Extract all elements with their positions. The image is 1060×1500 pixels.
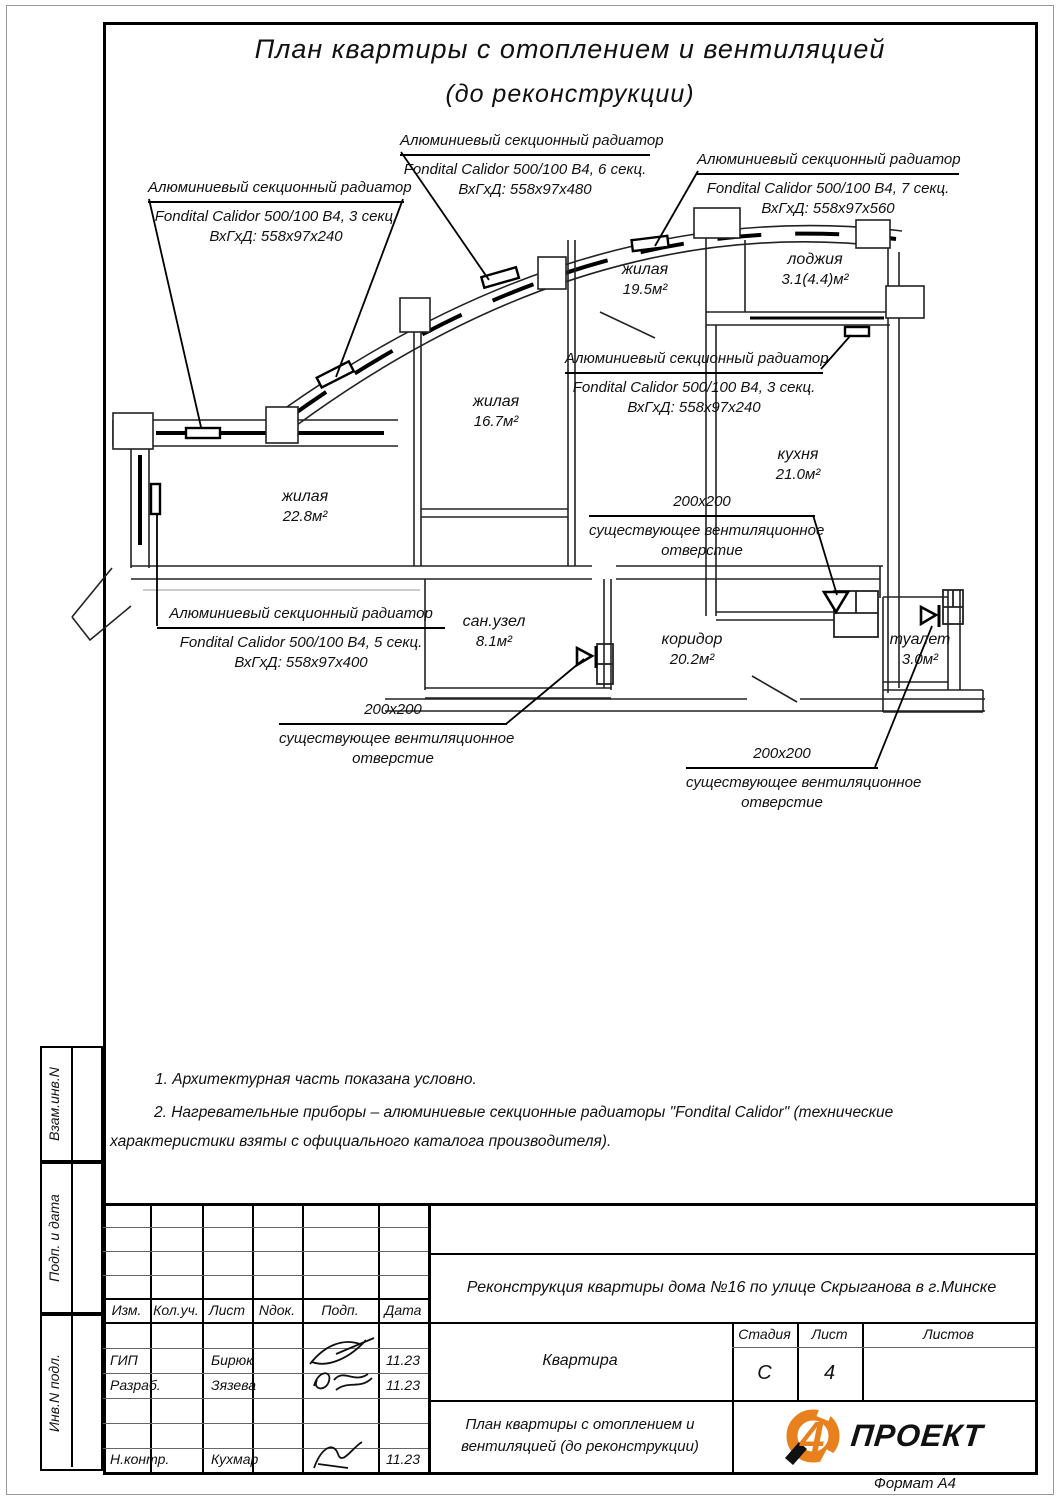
row-role: Н.контр. (110, 1451, 170, 1467)
room-name: жилая (621, 261, 669, 278)
annotation-title: Алюминиевый секционный радиатор (148, 178, 404, 203)
annotation-dims: ВхГхД: 558х97х240 (627, 399, 761, 416)
room-label-zhilaya-19 (585, 260, 705, 300)
drawing-title-line1: План квартиры с отоплением и (465, 1416, 695, 1433)
side-stamp-label-3: Инв.N подл. (46, 1354, 62, 1432)
annotation-title: Алюминиевый секционный радиатор (400, 131, 650, 156)
room-label-zhilaya-22 (245, 487, 365, 527)
col-header-list: Лист (208, 1302, 246, 1318)
room-area: 16.7м² (473, 413, 519, 430)
row-date: 11.23 (386, 1377, 420, 1393)
room-label-sanuzel (434, 612, 554, 652)
stage-label: Стадия (738, 1326, 791, 1342)
row-name: Бирюк (211, 1352, 253, 1368)
room-label-corridor (632, 630, 752, 670)
page-title: План квартиры с отоплением и вентиляцией (254, 34, 886, 64)
row-name: Кухмар (211, 1451, 259, 1467)
vent-symbol-right-icon (921, 607, 936, 624)
annotation-dims: ВхГхД: 558х97х560 (761, 200, 895, 217)
room-name: коридор (661, 631, 723, 648)
object-name: Квартира (542, 1352, 618, 1369)
vent-text: отверстие (741, 794, 823, 811)
radiator (845, 327, 869, 336)
annotation-model: Fondital Calidor 500/100 В4, 7 секц. (706, 180, 950, 197)
room-area: 20.2м² (669, 651, 715, 668)
col-header-data: Дата (384, 1302, 422, 1318)
annotation-model: Fondital Calidor 500/100 В4, 5 секц. (179, 634, 423, 651)
radiator (317, 361, 354, 387)
sheets-label: Листов (923, 1326, 974, 1342)
stage-value: С (757, 1362, 772, 1384)
annotation-model: Fondital Calidor 500/100 В4, 3 секц. (572, 379, 816, 396)
vent-text: отверстие (661, 542, 743, 559)
vent-annotation-kitchen (589, 492, 825, 561)
annotation-title: Алюминиевый секционный радиатор (697, 150, 959, 175)
room-area: 21.0м² (775, 466, 821, 483)
col-header-izm: Изм. (111, 1302, 142, 1318)
room-area: 19.5м² (622, 281, 668, 298)
page-subtitle: (до реконструкции) (445, 80, 695, 108)
drawing-title-line2: вентиляцией (до реконструкции) (461, 1438, 699, 1455)
logo-mark-icon (783, 1406, 845, 1466)
vent-size: 200х200 (753, 745, 811, 762)
row-date: 11.23 (386, 1352, 420, 1368)
annotation-dims: ВхГхД: 558х97х480 (458, 181, 592, 198)
room-name: кухня (777, 446, 819, 463)
radiator-annotation-4 (565, 349, 829, 418)
row-name: Зязева (211, 1377, 256, 1393)
leader-underline (589, 515, 815, 517)
radiator-annotation-5 (157, 604, 445, 673)
project-title: Реконструкция квартиры дома №16 по улице Скрыганова в г.Минске (466, 1278, 997, 1296)
col-header-ndok: Nдок. (258, 1302, 296, 1318)
room-name: жилая (281, 488, 329, 505)
room-area: 22.8м² (282, 508, 328, 525)
room-area: 8.1м² (475, 633, 513, 650)
leader-underline (686, 767, 878, 769)
radiator (151, 484, 160, 514)
note-2: 2. Нагревательные приборы – алюминиевые секционные радиаторы "Fondital Calidor" (технические характеристики взяты с официального каталога производителя). (110, 1104, 894, 1150)
signature-nkontr (304, 1438, 376, 1476)
vent-symbol-down-icon (824, 592, 848, 612)
room-label-loggia (755, 250, 875, 290)
side-stamp-label-2: Подп. и дата (46, 1194, 62, 1282)
room-name: лоджия (787, 251, 843, 268)
vent-text: существующее вентиляционное (279, 730, 515, 747)
col-header-koluch: Кол.уч. (153, 1302, 199, 1318)
row-date: 11.23 (386, 1451, 420, 1467)
room-label-kitchen (738, 445, 858, 485)
col-header-podp: Подп. (321, 1302, 359, 1318)
room-area: 3.1(4.4)м² (781, 271, 849, 288)
radiator-annotation-1 (148, 178, 412, 247)
vent-text: существующее вентиляционное (589, 522, 825, 539)
side-stamp-label-1: Взам.инв.N (46, 1067, 62, 1141)
annotation-dims: ВхГхД: 558х97х400 (234, 654, 368, 671)
vent-text: существующее вентиляционное (686, 774, 922, 791)
vent-annotation-sanuzel (279, 700, 515, 769)
annotation-model: Fondital Calidor 500/100 В4, 6 секц. (403, 161, 647, 178)
radiator-annotation-3 (697, 150, 959, 219)
vent-size: 200х200 (364, 701, 422, 718)
company-logo (732, 1400, 1035, 1472)
room-name: туалет (889, 631, 951, 648)
room-label-toilet (870, 630, 970, 670)
title-block (103, 1203, 1035, 1472)
row-role: Разраб. (110, 1377, 161, 1393)
format-label: Формат А4 (873, 1475, 956, 1492)
sheets-value (862, 1347, 1035, 1400)
leader-underline (279, 723, 507, 725)
logo-text: ПРОЕКТ (849, 1418, 986, 1453)
annotation-model: Fondital Calidor 500/100 В4, 3 секц. (154, 208, 398, 225)
drawing-title (428, 1400, 732, 1472)
radiator (186, 428, 220, 438)
logo-mark: 4 (800, 1413, 825, 1462)
annotation-dims: ВхГхД: 558х97х240 (209, 228, 343, 245)
row-role: ГИП (110, 1352, 138, 1368)
radiator-annotation-2 (400, 131, 664, 200)
vent-text: отверстие (352, 750, 434, 767)
room-area: 3.0м² (901, 651, 939, 668)
vent-size: 200х200 (673, 493, 731, 510)
sheet-value: 4 (823, 1362, 836, 1384)
vent-annotation-toilet (686, 744, 922, 813)
signature-razrab (306, 1366, 376, 1398)
note-1: 1. Архитектурная часть показана условно. (155, 1071, 477, 1088)
annotation-title: Алюминиевый секционный радиатор (157, 604, 445, 629)
sheet-label: Лист (811, 1326, 848, 1342)
annotation-title: Алюминиевый секционный радиатор (565, 349, 823, 374)
room-name: сан.узел (462, 613, 526, 630)
room-label-zhilaya-16 (436, 392, 556, 432)
room-name: жилая (472, 393, 520, 410)
